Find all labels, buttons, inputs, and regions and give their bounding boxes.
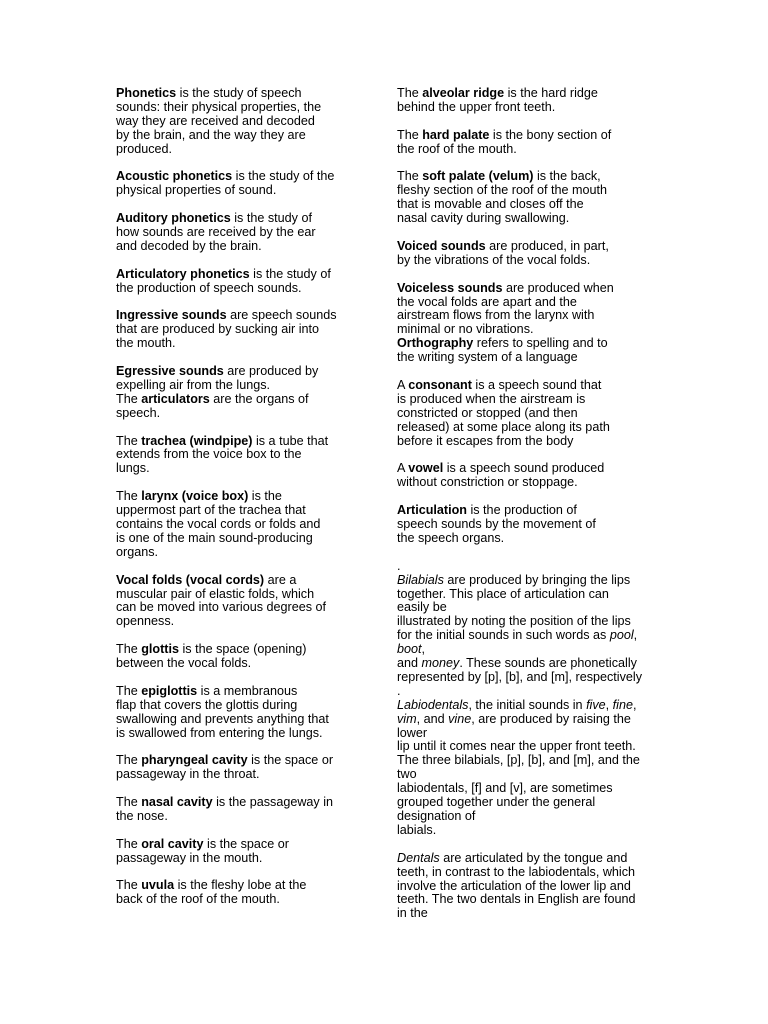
definition-text: is the production of speech sounds by the movement of the speech organs. (397, 503, 596, 545)
left-entry (116, 212, 356, 254)
italic-term: Labiodentals (397, 697, 469, 712)
definition-text: The (116, 795, 142, 810)
left-entry (116, 170, 356, 198)
definition-text: is the study of the production of speech sounds. (116, 266, 331, 295)
definition-text: The (116, 683, 142, 698)
definition-text: , (605, 697, 613, 712)
term: glottis (141, 642, 179, 657)
term: oral cavity (141, 836, 204, 851)
definition-text: The (116, 836, 142, 851)
term: nasal cavity (141, 795, 213, 810)
definition-text: , (633, 628, 638, 643)
italic-term: vine (448, 711, 472, 726)
definition-text: , and (416, 711, 449, 726)
term: Phonetics (116, 86, 177, 100)
term: Vocal folds (vocal cords) (116, 572, 265, 587)
definition-text: are produced by expelling air from the lungs. (116, 364, 319, 392)
right-entry (397, 699, 659, 838)
right-column (397, 87, 659, 921)
definition-text: is the bony section of the roof of the mouth. (397, 127, 612, 156)
definition-text: is the space (opening) between the vocal folds. (116, 642, 307, 671)
term: alveolar ridge (422, 86, 505, 100)
definition-text: The (116, 878, 142, 893)
italic-term: Bilabials (397, 572, 444, 587)
definition-text: are the organs of speech. (116, 391, 309, 420)
left-entry (116, 879, 356, 907)
right-entry (397, 170, 659, 226)
term: Articulatory phonetics (116, 266, 250, 281)
definition-text: The (397, 86, 423, 100)
left-entry (116, 574, 356, 630)
term: epiglottis (141, 683, 198, 698)
definition-text: is the fleshy lobe at the back of the roof of the mouth. (116, 878, 307, 907)
definition-text: , and (397, 642, 426, 671)
left-entry (116, 838, 356, 866)
term: larynx (voice box) (141, 489, 249, 504)
italic-term: money (421, 656, 460, 671)
italic-term: fine (612, 697, 633, 712)
right-entry (397, 379, 659, 449)
right-entry (397, 240, 659, 268)
term: Ingressive sounds (116, 308, 227, 323)
right-entry (397, 852, 659, 922)
definition-text: , the initial sounds in (468, 697, 587, 712)
definition-text: is a membranous flap that covers the glottis during swallowing and prevents anything that is swallowed from entering the lungs. (116, 683, 329, 740)
left-entry (116, 365, 356, 393)
term: articulators (141, 391, 210, 406)
term: Auditory phonetics (116, 211, 231, 226)
definition-text: refers to spelling and to the writing system of a language (397, 336, 608, 365)
definition-text: is the study of the physical properties of sound. (116, 169, 335, 198)
definition-text: is the uppermost part of the trachea that contains the vocal cords or folds and is one of the main sound-producing organs. (116, 489, 321, 559)
right-entry (397, 337, 659, 365)
definition-text: is the study of how sounds are received by the ear and decoded by the brain. (116, 211, 316, 253)
definition-text: are produced, in part, by the vibrations of the vocal folds. (397, 238, 609, 267)
definition-text: , are produced by raising the lower lip until it comes near the upper front teeth. The three bilabials, [p], [b], and [m], and the two labiodentals, [f] and [v], are sometimes grouped together under the general designation of labials. (397, 711, 640, 837)
right-entry (397, 560, 659, 574)
definition-text: is the study of speech sounds: their physical properties, the way they are received and decoded by the brain, and the way they are produced. (116, 86, 322, 156)
definition-text: The (116, 391, 142, 406)
left-entry (116, 796, 356, 824)
definition-text: The (116, 489, 142, 504)
term: Voiced sounds (397, 238, 486, 253)
term: hard palate (422, 127, 490, 142)
right-entry (397, 504, 659, 546)
term: Orthography (397, 336, 474, 351)
left-entry (116, 309, 356, 351)
term: Egressive sounds (116, 364, 224, 379)
definition-text: A (397, 377, 409, 392)
left-entry (116, 754, 356, 782)
right-entry (397, 462, 659, 490)
definition-text: are produced by bringing the lips together. This place of articulation can easily be illustrated by noting the position of the lips for the initial sounds in such words as (397, 572, 631, 643)
italic-term: boot (397, 642, 422, 657)
definition-text: A (397, 461, 409, 476)
term: pharyngeal cavity (141, 753, 248, 768)
italic-term: Dentals (397, 850, 440, 865)
term: vowel (408, 461, 444, 476)
definition-text: is the space or passageway in the mouth. (116, 836, 289, 865)
left-entry (116, 435, 356, 477)
definition-text: The (116, 753, 142, 768)
left-entry (116, 643, 356, 671)
definition-text: is the passageway in the nose. (116, 795, 334, 823)
left-entry (116, 685, 356, 741)
definition-text: , (632, 697, 637, 712)
right-entry (397, 129, 659, 157)
term: soft palate (velum) (422, 169, 534, 184)
definition-text: is the back, fleshy section of the roof of the mouth that is movable and closes off the nasal cavity during swallowing. (397, 169, 608, 226)
definition-text: is a speech sound that is produced when the airstream is constricted or stopped (and then released) at some place along its path before it escapes from the body (397, 377, 610, 448)
term: Articulation (397, 503, 467, 518)
term: Voiceless sounds (397, 280, 503, 295)
italic-term: five (586, 697, 606, 712)
definition-text: are a muscular pair of elastic folds, which can be moved into various degrees of openness. (116, 572, 327, 629)
left-column (116, 87, 356, 907)
term: Acoustic phonetics (116, 169, 233, 184)
italic-term: vim (397, 711, 417, 726)
definition-text: is the hard ridge behind the upper front teeth. (397, 86, 598, 114)
definition-text: The (116, 642, 142, 657)
term: consonant (408, 377, 472, 392)
definition-text: are produced when the vocal folds are apart and the airstream flows from the larynx with minimal or no vibrations. (397, 280, 614, 337)
term: trachea (windpipe) (141, 433, 253, 448)
definition-text: The (116, 433, 142, 448)
left-entry (116, 87, 356, 157)
definition-text: . These sounds are phonetically represented by [p], [b], and [m], respectively . (397, 656, 643, 698)
left-entry (116, 393, 356, 421)
definition-text: are articulated by the tongue and teeth, in contrast to the labiodentals, which involve the articulation of the lower lip and teeth. The two dentals in English are found in the (397, 850, 636, 921)
definition-text: is a speech sound produced without constriction or stoppage. (397, 461, 605, 490)
right-entry (397, 574, 659, 699)
definition-text: . (397, 558, 401, 573)
term: uvula (141, 878, 175, 893)
left-entry (116, 268, 356, 296)
definition-text: are speech sounds that are produced by sucking air into the mouth. (116, 308, 337, 351)
right-entry (397, 87, 659, 115)
definition-text: is the space or passageway in the throat. (116, 753, 334, 782)
italic-term: pool (609, 628, 634, 643)
definition-text: The (397, 169, 423, 184)
left-entry (116, 490, 356, 560)
right-entry (397, 282, 659, 338)
definition-text: is a tube that extends from the voice box to the lungs. (116, 433, 329, 476)
definition-text: The (397, 127, 423, 142)
